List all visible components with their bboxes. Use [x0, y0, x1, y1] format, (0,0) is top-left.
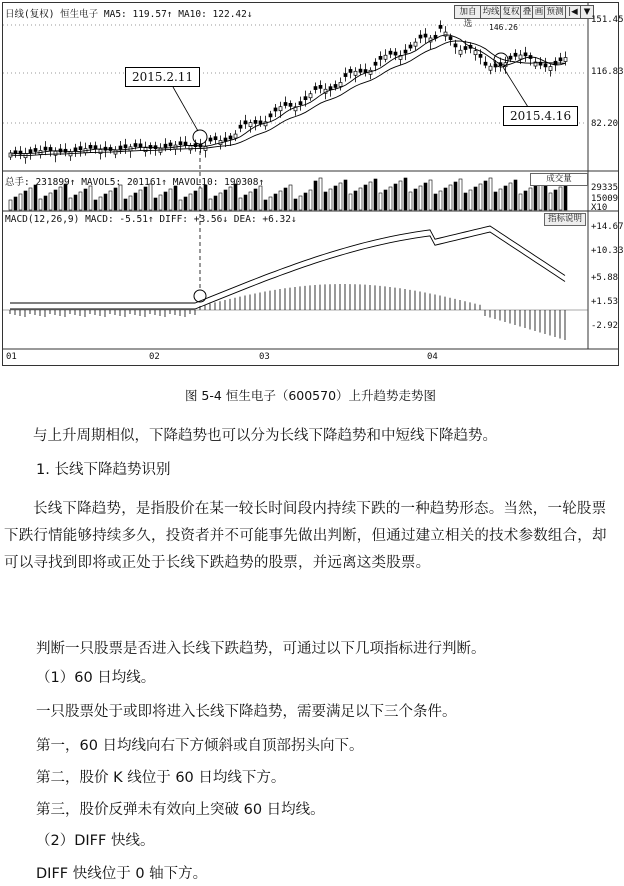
volume-bar	[39, 199, 42, 210]
forecast-button[interactable]: 预测	[544, 5, 566, 19]
candle-body	[484, 62, 487, 65]
candle-body	[524, 53, 527, 56]
volume-bar	[84, 189, 87, 210]
candle-body	[29, 150, 32, 153]
macd-line	[10, 226, 565, 303]
candle-body	[414, 42, 417, 46]
volume-bar	[49, 193, 52, 210]
volume-bar	[319, 178, 322, 210]
volume-bar	[249, 192, 252, 210]
candle-body	[564, 57, 567, 61]
candle-body	[334, 84, 337, 87]
candle-body	[164, 144, 167, 147]
candle-body	[409, 45, 412, 48]
candle-body	[349, 69, 352, 72]
candle-body	[244, 121, 247, 124]
volume-bar	[409, 192, 412, 210]
date-label: 01	[6, 352, 17, 362]
candle-body	[314, 87, 317, 90]
volume-bar	[414, 189, 417, 210]
volume-bar	[144, 187, 147, 210]
volume-bar	[129, 196, 132, 210]
volume-bar	[509, 183, 512, 210]
condition-item: 第三，股价反弹未有效向上突破 60 日均线。	[36, 802, 325, 818]
paragraph: 判断一只股票是否进入长线下跌趋势，可通过以下几项指标进行判断。	[36, 641, 486, 657]
price-header: 日线(复权) 恒生电子 MA5: 119.57↑ MA10: 122.42↓	[5, 9, 253, 20]
volume-bar	[169, 189, 172, 210]
paragraph: 长线下降趋势，是指股价在某一较长时间段内持续下跌的一种趋势形态。当然，一轮股票下跌行情能够持续多久，投资者并不可能事先做出判断，但通过建立相关的技术参数组合，却可以寻找到即将或正处于长线下跌趋势的股票，并远离这类股票。	[4, 501, 607, 571]
volume-bar	[54, 190, 57, 210]
volume-bar	[419, 186, 422, 210]
volume-bar	[469, 190, 472, 210]
volume-bar	[434, 194, 437, 210]
candle-body	[394, 52, 397, 55]
candle-body	[509, 56, 512, 59]
candle-body	[329, 87, 332, 90]
volume-bar	[309, 190, 312, 210]
volume-bar	[179, 200, 182, 210]
volume-bar	[124, 199, 127, 210]
candle-body	[454, 44, 457, 47]
macd-axis-label: +10.33	[591, 246, 624, 256]
volume-bar	[24, 191, 27, 210]
volume-bar	[369, 182, 372, 210]
nav-menu-button[interactable]: ▼	[580, 5, 594, 19]
macd-header: MACD(12,26,9) MACD: -5.51↑ DIFF: +3.56↓ DEA: +6.32↓	[5, 214, 297, 225]
volume-bar	[504, 186, 507, 210]
volume-bar	[119, 185, 122, 210]
volume-bar	[224, 190, 227, 210]
candle-body	[259, 121, 262, 124]
candle-body	[99, 149, 102, 153]
volume-bar	[389, 187, 392, 210]
volume-bar	[199, 188, 202, 210]
volume-bar	[219, 193, 222, 210]
candle-body	[144, 148, 147, 152]
volume-bar	[284, 188, 287, 210]
candle-body	[184, 142, 187, 145]
candle-body	[379, 56, 382, 59]
volume-bar	[254, 189, 257, 210]
volume-bar	[9, 200, 12, 210]
candle-body	[134, 144, 137, 147]
candle-body	[449, 37, 452, 40]
candle-body	[79, 147, 82, 150]
sub-heading: （2）DIFF 快线。	[36, 833, 155, 849]
volume-bar	[499, 189, 502, 210]
candle-body	[479, 54, 482, 57]
volume-bar	[209, 199, 212, 210]
candle-body	[304, 97, 307, 100]
candle-body	[179, 142, 182, 145]
candle-body	[514, 53, 517, 56]
candle-body	[89, 145, 92, 148]
volume-bar	[534, 185, 537, 210]
macd-axis-label: +14.67	[591, 222, 624, 232]
volume-bar	[274, 194, 277, 210]
volume-bar	[484, 181, 487, 210]
condition-item: 第二，股价 K 线位于 60 日均线下方。	[36, 770, 286, 786]
volume-header: 总手: 231899↑ MAVOL5: 201161↑ MAVOL10: 190308↑	[5, 177, 265, 188]
candle-body	[44, 147, 47, 150]
candle-body	[489, 66, 492, 70]
volume-bar	[134, 193, 137, 210]
volume-bar	[269, 197, 272, 210]
stock-chart	[2, 2, 624, 366]
volume-bar	[139, 190, 142, 210]
candle-body	[424, 34, 427, 37]
volume-bar	[229, 187, 232, 210]
candle-body	[354, 71, 357, 75]
candle-body	[559, 58, 562, 61]
volume-bar	[14, 197, 17, 210]
volume-bar	[549, 193, 552, 210]
candle-body	[364, 70, 367, 73]
volume-bar	[279, 191, 282, 210]
volume-axis-label: 15009	[591, 194, 619, 204]
price-axis-label: 151.45	[591, 15, 624, 25]
volume-bar	[94, 200, 97, 210]
date-label: 03	[259, 352, 270, 362]
candle-body	[359, 69, 362, 72]
candle-body	[249, 123, 252, 127]
candle-body	[299, 102, 302, 105]
volume-bar	[489, 178, 492, 210]
candle-body	[189, 146, 192, 150]
volume-bar	[334, 186, 337, 210]
volume-bar	[359, 188, 362, 210]
volume-bar	[74, 195, 77, 210]
macd-line	[10, 232, 565, 309]
volume-bar	[99, 197, 102, 210]
volume-axis-label: X10	[591, 203, 608, 213]
candle-body	[254, 120, 257, 123]
volume-bar	[344, 180, 347, 210]
volume-bar	[294, 199, 297, 210]
candle-body	[519, 55, 522, 59]
candle-body	[344, 74, 347, 77]
condition-item: 第一，60 日均线向右下方倾斜或自顶部拐头向下。	[36, 738, 364, 754]
volume-bar	[204, 185, 207, 210]
volume-bar	[314, 181, 317, 210]
volume-bar	[379, 193, 382, 210]
moving-average-line	[11, 41, 566, 156]
candle-body	[274, 108, 277, 111]
volume-bar	[429, 180, 432, 210]
volume-bar	[239, 198, 242, 210]
volume-bar	[34, 185, 37, 210]
volume-bar	[264, 200, 267, 210]
volume-bar	[529, 188, 532, 210]
candle-body	[54, 151, 57, 155]
candle-body	[319, 85, 322, 88]
candle-body	[229, 136, 232, 139]
volume-bar	[554, 190, 557, 210]
volume-bar	[539, 182, 542, 210]
volume-bar	[304, 193, 307, 210]
candle-body	[214, 137, 217, 140]
candle-body	[374, 62, 377, 65]
volume-bar	[564, 184, 567, 210]
macd-axis-label: +5.88	[591, 273, 619, 283]
price-axis-label: 116.83	[591, 67, 624, 77]
volume-bar	[189, 194, 192, 210]
overlay-button[interactable]: 叠	[520, 5, 534, 19]
candle-body	[289, 103, 292, 106]
volume-bar	[374, 179, 377, 210]
callout-date-2: 2015.4.16	[503, 106, 578, 126]
candle-body	[549, 67, 552, 71]
volume-bar	[159, 195, 162, 210]
volume-bar	[244, 195, 247, 210]
price-axis-label: 82.20	[591, 119, 619, 129]
volume-bar	[519, 194, 522, 210]
candle-body	[139, 144, 142, 147]
volume-bar	[214, 196, 217, 210]
candle-body	[309, 94, 312, 98]
volume-bar	[494, 192, 497, 210]
volume-bar	[364, 185, 367, 210]
sub-heading: （1）60 日均线。	[36, 670, 156, 686]
candle-body	[74, 148, 77, 151]
volume-bar	[424, 183, 427, 210]
adjust-button[interactable]: 复权	[500, 5, 522, 19]
volume-bar	[454, 182, 457, 210]
candle-body	[284, 102, 287, 105]
volume-bar	[559, 187, 562, 210]
peak-price-label: 146.26	[489, 23, 518, 32]
candle-body	[339, 82, 342, 86]
candle-body	[49, 147, 52, 150]
date-label: 02	[149, 352, 160, 362]
volume-bar	[464, 193, 467, 210]
highlight-circle	[193, 130, 207, 144]
nav-first-button[interactable]: |◀	[565, 5, 581, 19]
volume-bar	[394, 184, 397, 210]
candle-body	[224, 138, 227, 141]
paragraph: 一只股票处于或即将进入长线下降趋势，需要满足以下三个条件。	[36, 704, 457, 720]
volume-bar	[29, 188, 32, 210]
macd-axis-label: -2.92	[591, 321, 619, 331]
indicator-help-button[interactable]: 指标说明	[544, 213, 586, 226]
volume-bar	[459, 179, 462, 210]
volume-bar	[404, 178, 407, 210]
candle-body	[464, 47, 467, 50]
candle-body	[384, 55, 387, 59]
volume-bar	[514, 180, 517, 210]
volume-bar	[154, 198, 157, 210]
volume-bar	[299, 196, 302, 210]
candle-body	[544, 64, 547, 67]
candle-body	[239, 125, 242, 128]
volume-bar	[524, 191, 527, 210]
volume-bar	[479, 184, 482, 210]
callout-date-1: 2015.2.11	[125, 67, 200, 87]
candle-body	[269, 114, 272, 117]
candle-body	[389, 51, 392, 54]
candle-body	[34, 148, 37, 151]
volume-bar	[184, 197, 187, 210]
volume-bar	[89, 186, 92, 210]
volume-bar	[259, 186, 262, 210]
volume-bar	[19, 194, 22, 210]
volume-bar	[79, 192, 82, 210]
paragraph: 与上升周期相似，下降趋势也可以分为长线下降趋势和中短线下降趋势。	[33, 428, 497, 444]
volume-bar	[349, 194, 352, 210]
volume-bar	[109, 191, 112, 210]
macd-axis-label: +1.53	[591, 297, 619, 307]
volume-axis-label: 29335	[591, 183, 619, 193]
volume-indicator-select[interactable]: 成交量	[530, 173, 588, 186]
date-label: 04	[427, 352, 438, 362]
candle-body	[94, 146, 97, 149]
highlight-circle	[194, 290, 206, 302]
volume-bar	[69, 198, 72, 210]
paragraph: DIFF 快线位于 0 轴下方。	[36, 866, 208, 882]
candle-body	[404, 50, 407, 53]
section-heading: 1. 长线下降趋势识别	[36, 462, 171, 478]
volume-bar	[384, 190, 387, 210]
volume-bar	[164, 192, 167, 210]
volume-bar	[399, 181, 402, 210]
volume-bar	[439, 191, 442, 210]
volume-bar	[44, 196, 47, 210]
volume-bar	[194, 191, 197, 210]
ma-button[interactable]: 均线	[480, 5, 502, 19]
volume-bar	[59, 187, 62, 210]
candle-body	[474, 51, 477, 55]
figure-caption: 图 5-4 恒生电子（600570）上升趋势走势图	[184, 388, 437, 403]
volume-bar	[114, 188, 117, 210]
volume-bar	[174, 186, 177, 210]
add-watchlist-button[interactable]: 加自选	[454, 5, 482, 19]
draw-button[interactable]: 画	[532, 5, 546, 19]
candle-body	[119, 146, 122, 149]
candle-body	[169, 143, 172, 146]
callout-pointer	[173, 87, 198, 131]
candle-body	[279, 107, 282, 111]
candle-body	[234, 134, 237, 138]
volume-bar	[449, 185, 452, 210]
candle-body	[459, 50, 462, 54]
candle-body	[419, 35, 422, 38]
candle-body	[209, 138, 212, 141]
volume-bar	[329, 189, 332, 210]
volume-bar	[444, 188, 447, 210]
volume-bar	[354, 191, 357, 210]
volume-bar	[324, 192, 327, 210]
moving-average-line	[11, 35, 566, 154]
volume-bar	[104, 194, 107, 210]
volume-bar	[339, 183, 342, 210]
candle-body	[439, 25, 442, 28]
volume-bar	[289, 185, 292, 210]
candle-body	[124, 145, 127, 148]
volume-bar	[474, 187, 477, 210]
